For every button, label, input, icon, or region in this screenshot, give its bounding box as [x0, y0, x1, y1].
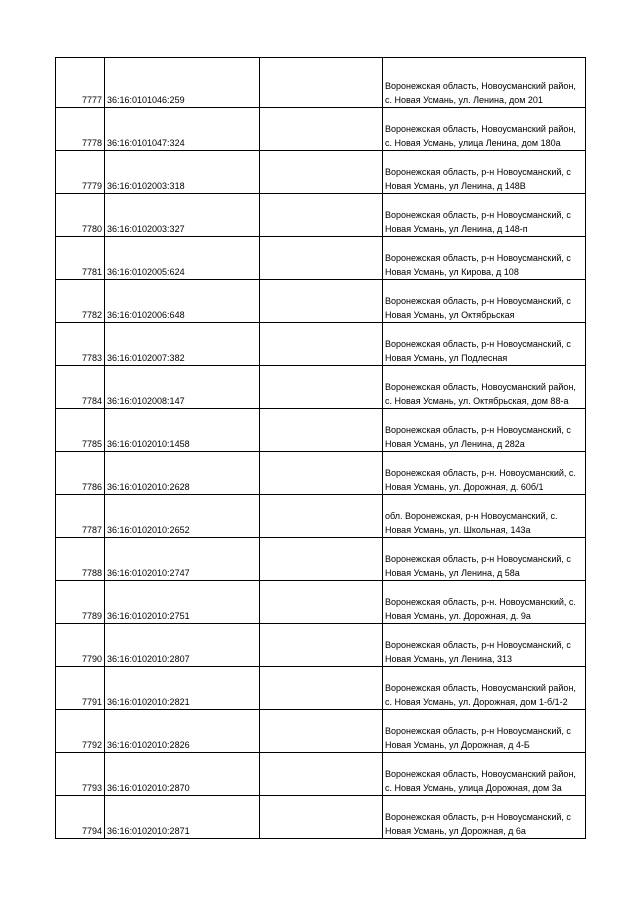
cadastral-number: 36:16:0102010:2821	[105, 667, 260, 710]
empty-cell	[260, 753, 383, 796]
table-row	[56, 710, 586, 753]
row-number: 7783	[56, 323, 105, 366]
address-cell: обл. Воронежская, р-н Новоусманский, с. Новая Усмань, ул. Школьная, 143а	[383, 495, 586, 538]
empty-cell	[260, 108, 383, 151]
cadastral-number: 36:16:0102006:648	[105, 280, 260, 323]
cadastral-number: 36:16:0102010:2652	[105, 495, 260, 538]
empty-cell	[260, 796, 383, 839]
empty-cell	[260, 194, 383, 237]
table-row	[56, 624, 586, 667]
table-row	[56, 796, 586, 839]
row-number: 7792	[56, 710, 105, 753]
table-row	[56, 323, 586, 366]
row-number: 7785	[56, 409, 105, 452]
table-row	[56, 753, 586, 796]
empty-cell	[260, 624, 383, 667]
row-number: 7781	[56, 237, 105, 280]
table-row	[56, 495, 586, 538]
address-cell: Воронежская область, р-н Новоусманский, с Новая Усмань, ул Ленина, 313	[383, 624, 586, 667]
table-row	[56, 538, 586, 581]
address-cell: Воронежская область, р-н Новоусманский, с Новая Усмань, ул Ленина, д 282а	[383, 409, 586, 452]
cadastral-number: 36:16:0102010:2751	[105, 581, 260, 624]
empty-cell	[260, 323, 383, 366]
row-number: 7782	[56, 280, 105, 323]
row-number: 7779	[56, 151, 105, 194]
cadastral-number: 36:16:0102010:2826	[105, 710, 260, 753]
table-row	[56, 237, 586, 280]
address-cell: Воронежская область, Новоусманский район, с. Новая Усмань, ул. Ленина, дом 201	[383, 58, 586, 108]
cadastral-number: 36:16:0102007:382	[105, 323, 260, 366]
table-row	[56, 280, 586, 323]
row-number: 7790	[56, 624, 105, 667]
cadastral-number: 36:16:0102010:2870	[105, 753, 260, 796]
row-number: 7787	[56, 495, 105, 538]
cadastral-number: 36:16:0102010:2628	[105, 452, 260, 495]
table-row	[56, 151, 586, 194]
table-row	[56, 667, 586, 710]
empty-cell	[260, 366, 383, 409]
address-cell: Воронежская область, р-н Новоусманский, с Новая Усмань, ул Дорожная, д 4-Б	[383, 710, 586, 753]
empty-cell	[260, 151, 383, 194]
empty-cell	[260, 58, 383, 108]
row-number: 7794	[56, 796, 105, 839]
address-cell: Воронежская область, Новоусманский район, с. Новая Усмань, ул. Дорожная, дом 1-б/1-2	[383, 667, 586, 710]
address-cell: Воронежская область, р-н Новоусманский, с Новая Усмань, ул Подлесная	[383, 323, 586, 366]
empty-cell	[260, 237, 383, 280]
table-row	[56, 452, 586, 495]
row-number: 7777	[56, 58, 105, 108]
empty-cell	[260, 409, 383, 452]
address-cell: Воронежская область, Новоусманский район, с. Новая Усмань, ул. Октябрьская, дом 88-а	[383, 366, 586, 409]
cadastral-number: 36:16:0101047:324	[105, 108, 260, 151]
table-row	[56, 581, 586, 624]
cadastral-number: 36:16:0101046:259	[105, 58, 260, 108]
empty-cell	[260, 538, 383, 581]
table-row	[56, 58, 586, 108]
table-row	[56, 194, 586, 237]
row-number: 7780	[56, 194, 105, 237]
address-cell: Воронежская область, р-н Новоусманский, с Новая Усмань, ул Кирова, д 108	[383, 237, 586, 280]
table-row	[56, 366, 586, 409]
row-number: 7784	[56, 366, 105, 409]
row-number: 7791	[56, 667, 105, 710]
table-row	[56, 108, 586, 151]
empty-cell	[260, 495, 383, 538]
empty-cell	[260, 667, 383, 710]
address-cell: Воронежская область, Новоусманский район, с. Новая Усмань, улица Ленина, дом 180а	[383, 108, 586, 151]
row-number: 7789	[56, 581, 105, 624]
empty-cell	[260, 280, 383, 323]
cadastral-number: 36:16:0102010:2871	[105, 796, 260, 839]
empty-cell	[260, 710, 383, 753]
cadastral-number: 36:16:0102010:2807	[105, 624, 260, 667]
empty-cell	[260, 452, 383, 495]
address-cell: Воронежская область, р-н Новоусманский, с Новая Усмань, ул Ленина, д 58а	[383, 538, 586, 581]
address-cell: Воронежская область, р-н Новоусманский, с Новая Усмань, ул Ленина, д 148-п	[383, 194, 586, 237]
cadastral-number: 36:16:0102005:624	[105, 237, 260, 280]
table-row	[56, 409, 586, 452]
address-cell: Воронежская область, Новоусманский район, с. Новая Усмань, улица Дорожная, дом 3а	[383, 753, 586, 796]
cadastral-number: 36:16:0102010:1458	[105, 409, 260, 452]
address-cell: Воронежская область, р-н Новоусманский, с Новая Усмань, ул Ленина, д 148В	[383, 151, 586, 194]
address-cell: Воронежская область, р-н Новоусманский, с Новая Усмань, ул Октябрьская	[383, 280, 586, 323]
row-number: 7778	[56, 108, 105, 151]
address-cell: Воронежская область, р-н Новоусманский, с Новая Усмань, ул Дорожная, д 6а	[383, 796, 586, 839]
row-number: 7793	[56, 753, 105, 796]
cadastral-number: 36:16:0102003:327	[105, 194, 260, 237]
cadastral-number: 36:16:0102010:2747	[105, 538, 260, 581]
registry-table	[55, 57, 586, 839]
row-number: 7786	[56, 452, 105, 495]
empty-cell	[260, 581, 383, 624]
cadastral-number: 36:16:0102003:318	[105, 151, 260, 194]
address-cell: Воронежская область, р-н. Новоусманский, с. Новая Усмань, ул. Дорожная, д. 60б/1	[383, 452, 586, 495]
address-cell: Воронежская область, р-н. Новоусманский, с. Новая Усмань, ул. Дорожная, д. 9а	[383, 581, 586, 624]
row-number: 7788	[56, 538, 105, 581]
cadastral-number: 36:16:0102008:147	[105, 366, 260, 409]
